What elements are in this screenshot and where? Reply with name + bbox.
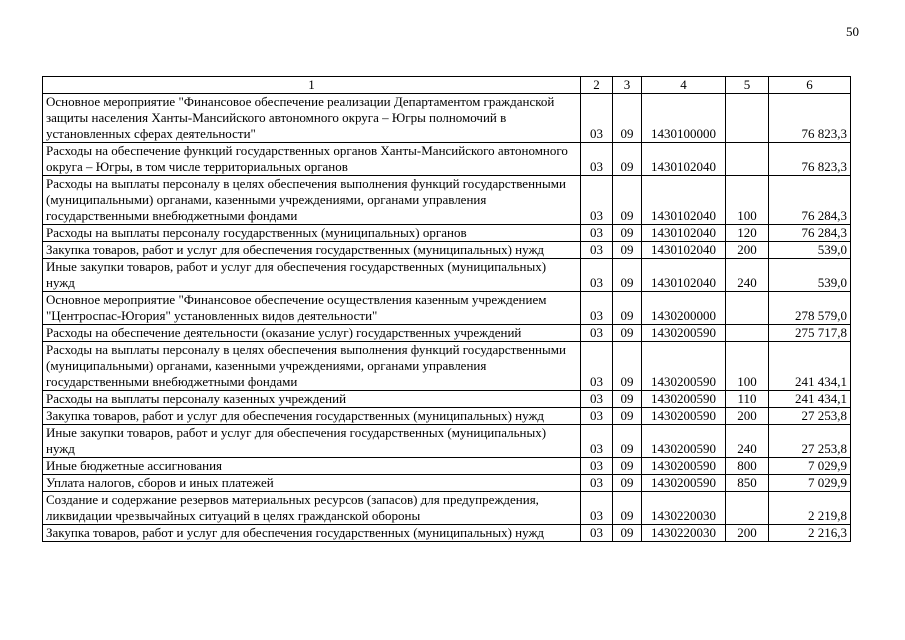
subsection-code-cell: 09 bbox=[613, 458, 642, 475]
section-code-cell: 03 bbox=[581, 292, 613, 325]
row-name-cell: Расходы на выплаты персоналу в целях обеспечения выполнения функций государственными (муниципальными) органами, казенными учреждениями, органами управления государственными внебюджетными фондами bbox=[43, 342, 581, 391]
row-name-cell: Иные бюджетные ассигнования bbox=[43, 458, 581, 475]
page-number: 50 bbox=[846, 24, 859, 39]
target-article-cell: 1430220030 bbox=[642, 492, 726, 525]
table-row bbox=[43, 176, 851, 225]
amount-cell: 76 284,3 bbox=[769, 176, 851, 225]
subsection-code-cell: 09 bbox=[613, 425, 642, 458]
row-name-cell: Расходы на выплаты персоналу государственных (муниципальных) органов bbox=[43, 225, 581, 242]
target-article-cell: 1430102040 bbox=[642, 143, 726, 176]
expense-type-cell: 800 bbox=[726, 458, 769, 475]
subsection-code-cell: 09 bbox=[613, 475, 642, 492]
target-article-cell: 1430102040 bbox=[642, 242, 726, 259]
amount-cell: 76 823,3 bbox=[769, 94, 851, 143]
table-row bbox=[43, 475, 851, 492]
table-row bbox=[43, 94, 851, 143]
section-code-cell: 03 bbox=[581, 176, 613, 225]
table-row bbox=[43, 259, 851, 292]
expense-type-cell: 100 bbox=[726, 342, 769, 391]
subsection-code-cell: 09 bbox=[613, 176, 642, 225]
expense-type-cell: 200 bbox=[726, 408, 769, 425]
target-article-cell: 1430200000 bbox=[642, 292, 726, 325]
budget-table bbox=[42, 76, 851, 542]
table-row bbox=[43, 408, 851, 425]
row-name-cell: Расходы на обеспечение функций государственных органов Ханты-Мансийского автономного округа – Югры, в том числе территориальных органов bbox=[43, 143, 581, 176]
amount-cell: 241 434,1 bbox=[769, 342, 851, 391]
amount-cell: 2 219,8 bbox=[769, 492, 851, 525]
amount-cell: 76 823,3 bbox=[769, 143, 851, 176]
amount-cell: 2 216,3 bbox=[769, 525, 851, 542]
amount-cell: 7 029,9 bbox=[769, 475, 851, 492]
table-row bbox=[43, 225, 851, 242]
row-name-cell: Уплата налогов, сборов и иных платежей bbox=[43, 475, 581, 492]
column-header-4: 4 bbox=[642, 77, 726, 94]
target-article-cell: 1430200590 bbox=[642, 408, 726, 425]
table-row bbox=[43, 492, 851, 525]
section-code-cell: 03 bbox=[581, 408, 613, 425]
table-row bbox=[43, 342, 851, 391]
row-name-cell: Расходы на выплаты персоналу в целях обеспечения выполнения функций государственными (муниципальными) органами, казенными учреждениями, органами управления государственными внебюджетными фондами bbox=[43, 176, 581, 225]
row-name-cell: Расходы на обеспечение деятельности (оказание услуг) государственных учреждений bbox=[43, 325, 581, 342]
expense-type-cell bbox=[726, 492, 769, 525]
amount-cell: 278 579,0 bbox=[769, 292, 851, 325]
expense-type-cell: 240 bbox=[726, 259, 769, 292]
column-header-2: 2 bbox=[581, 77, 613, 94]
expense-type-cell bbox=[726, 325, 769, 342]
target-article-cell: 1430200590 bbox=[642, 342, 726, 391]
subsection-code-cell: 09 bbox=[613, 342, 642, 391]
section-code-cell: 03 bbox=[581, 342, 613, 391]
row-name-cell: Создание и содержание резервов материальных ресурсов (запасов) для предупреждения, ликвидации чрезвычайных ситуаций в целях гражданской обороны bbox=[43, 492, 581, 525]
subsection-code-cell: 09 bbox=[613, 391, 642, 408]
subsection-code-cell: 09 bbox=[613, 94, 642, 143]
amount-cell: 539,0 bbox=[769, 259, 851, 292]
row-name-cell: Иные закупки товаров, работ и услуг для обеспечения государственных (муниципальных) нужд bbox=[43, 425, 581, 458]
amount-cell: 76 284,3 bbox=[769, 225, 851, 242]
expense-type-cell bbox=[726, 143, 769, 176]
subsection-code-cell: 09 bbox=[613, 525, 642, 542]
row-name-cell: Основное мероприятие "Финансовое обеспечение реализации Департаментом гражданской защиты населения Ханты-Мансийского автономного округа – Югры полномочий в установленных сферах деятельности" bbox=[43, 94, 581, 143]
row-name-cell: Расходы на выплаты персоналу казенных учреждений bbox=[43, 391, 581, 408]
subsection-code-cell: 09 bbox=[613, 242, 642, 259]
subsection-code-cell: 09 bbox=[613, 408, 642, 425]
target-article-cell: 1430100000 bbox=[642, 94, 726, 143]
target-article-cell: 1430200590 bbox=[642, 425, 726, 458]
amount-cell: 27 253,8 bbox=[769, 408, 851, 425]
expense-type-cell bbox=[726, 292, 769, 325]
amount-cell: 275 717,8 bbox=[769, 325, 851, 342]
table-row bbox=[43, 292, 851, 325]
expense-type-cell: 110 bbox=[726, 391, 769, 408]
subsection-code-cell: 09 bbox=[613, 325, 642, 342]
amount-cell: 27 253,8 bbox=[769, 425, 851, 458]
row-name-cell: Закупка товаров, работ и услуг для обеспечения государственных (муниципальных) нужд bbox=[43, 525, 581, 542]
column-number-row bbox=[43, 77, 851, 94]
target-article-cell: 1430200590 bbox=[642, 458, 726, 475]
amount-cell: 241 434,1 bbox=[769, 391, 851, 408]
column-header-1: 1 bbox=[43, 77, 581, 94]
section-code-cell: 03 bbox=[581, 143, 613, 176]
row-name-cell: Иные закупки товаров, работ и услуг для обеспечения государственных (муниципальных) нужд bbox=[43, 259, 581, 292]
column-header-3: 3 bbox=[613, 77, 642, 94]
section-code-cell: 03 bbox=[581, 492, 613, 525]
section-code-cell: 03 bbox=[581, 475, 613, 492]
row-name-cell: Закупка товаров, работ и услуг для обеспечения государственных (муниципальных) нужд bbox=[43, 242, 581, 259]
table-row bbox=[43, 242, 851, 259]
section-code-cell: 03 bbox=[581, 242, 613, 259]
expense-type-cell: 850 bbox=[726, 475, 769, 492]
target-article-cell: 1430102040 bbox=[642, 259, 726, 292]
expense-type-cell: 120 bbox=[726, 225, 769, 242]
subsection-code-cell: 09 bbox=[613, 259, 642, 292]
section-code-cell: 03 bbox=[581, 94, 613, 143]
section-code-cell: 03 bbox=[581, 425, 613, 458]
expense-type-cell: 100 bbox=[726, 176, 769, 225]
section-code-cell: 03 bbox=[581, 525, 613, 542]
table-row bbox=[43, 143, 851, 176]
section-code-cell: 03 bbox=[581, 325, 613, 342]
subsection-code-cell: 09 bbox=[613, 143, 642, 176]
target-article-cell: 1430200590 bbox=[642, 391, 726, 408]
amount-cell: 539,0 bbox=[769, 242, 851, 259]
subsection-code-cell: 09 bbox=[613, 225, 642, 242]
subsection-code-cell: 09 bbox=[613, 292, 642, 325]
target-article-cell: 1430200590 bbox=[642, 475, 726, 492]
column-header-6: 6 bbox=[769, 77, 851, 94]
target-article-cell: 1430220030 bbox=[642, 525, 726, 542]
section-code-cell: 03 bbox=[581, 391, 613, 408]
row-name-cell: Закупка товаров, работ и услуг для обеспечения государственных (муниципальных) нужд bbox=[43, 408, 581, 425]
target-article-cell: 1430200590 bbox=[642, 325, 726, 342]
subsection-code-cell: 09 bbox=[613, 492, 642, 525]
expense-type-cell: 200 bbox=[726, 242, 769, 259]
expense-type-cell: 200 bbox=[726, 525, 769, 542]
row-name-cell: Основное мероприятие "Финансовое обеспечение осуществления казенным учреждением "Центроспас-Югория" установленных видов деятельности" bbox=[43, 292, 581, 325]
table-row bbox=[43, 458, 851, 475]
section-code-cell: 03 bbox=[581, 225, 613, 242]
amount-cell: 7 029,9 bbox=[769, 458, 851, 475]
expense-type-cell bbox=[726, 94, 769, 143]
column-header-5: 5 bbox=[726, 77, 769, 94]
table-row bbox=[43, 391, 851, 408]
expense-type-cell: 240 bbox=[726, 425, 769, 458]
table-row bbox=[43, 325, 851, 342]
table-row bbox=[43, 425, 851, 458]
section-code-cell: 03 bbox=[581, 259, 613, 292]
target-article-cell: 1430102040 bbox=[642, 176, 726, 225]
table-row bbox=[43, 525, 851, 542]
section-code-cell: 03 bbox=[581, 458, 613, 475]
target-article-cell: 1430102040 bbox=[642, 225, 726, 242]
